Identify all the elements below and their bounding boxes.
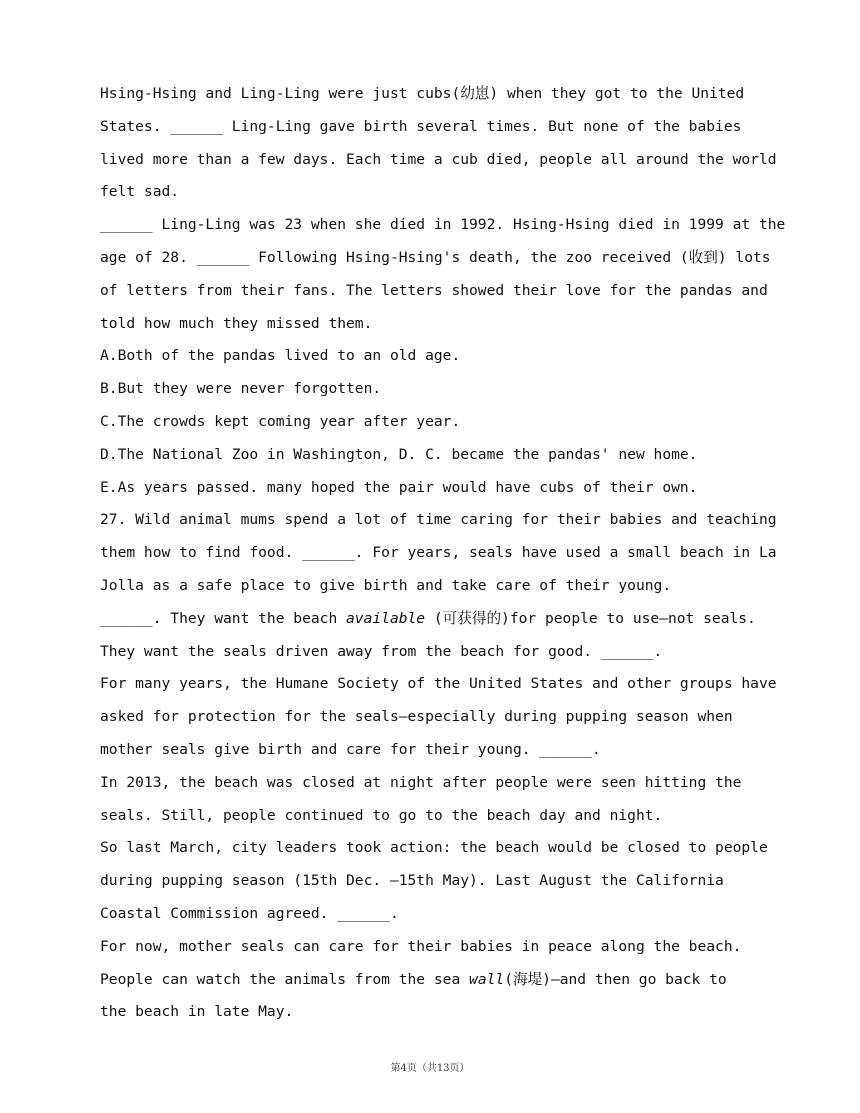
text-line: Coastal Commission agreed. ______. xyxy=(100,904,399,922)
text-line: They want the seals driven away from the beach for good. ______. xyxy=(100,642,663,660)
text-line: So last March, city leaders took action: the beach would be closed to people xyxy=(100,839,768,857)
text-line: For many years, the Humane Society of the United States and other groups have xyxy=(100,675,777,693)
text-line: States. ______ Ling-Ling gave birth several times. But none of the babies xyxy=(100,117,742,135)
text-line: seals. Still, people continued to go to the beach day and night. xyxy=(100,806,663,824)
text-line: In 2013, the beach was closed at night after people were seen hitting the xyxy=(100,773,742,791)
text-line: Jolla as a safe place to give birth and take care of their young. xyxy=(100,576,672,594)
text-line: ______ Ling-Ling was 23 when she died in 1992. Hsing-Hsing died in 1999 at the xyxy=(100,216,786,234)
text-line: them how to find food. ______. For years, seals have used a small beach in La xyxy=(100,544,777,562)
text-line: told how much they missed them. xyxy=(100,314,373,332)
option-c: C.The crowds kept coming year after year. xyxy=(100,412,461,430)
text-line: mother seals give birth and care for their young. ______. xyxy=(100,740,601,758)
text-segment: (可获得的)for people to use—not seals. xyxy=(425,609,756,627)
text-line-wall xyxy=(100,964,780,997)
question-27-line: 27. Wild animal mums spend a lot of time caring for their babies and teaching xyxy=(100,511,777,529)
text-line: Hsing-Hsing and Ling-Ling were just cubs(幼崽) when they got to the United xyxy=(100,85,745,102)
text-line: felt sad. xyxy=(100,183,180,201)
option-b: B.But they were never forgotten. xyxy=(100,380,382,398)
text-line: For now, mother seals can care for their babies in peace along the beach. xyxy=(100,937,742,955)
text-line: age of 28. ______ Following Hsing-Hsing's death, the zoo received (收到) lots xyxy=(100,248,771,266)
italic-word: available xyxy=(346,609,426,627)
text-line: during pupping season (15th Dec. —15th May). Last August the California xyxy=(100,872,724,890)
text-line-available xyxy=(100,603,780,636)
page-footer: 第4页（共13页） xyxy=(390,1063,470,1074)
option-a: A.Both of the pandas lived to an old age. xyxy=(100,347,461,365)
italic-word: wall xyxy=(469,970,505,988)
text-line: of letters from their fans. The letters showed their love for the pandas and xyxy=(100,281,768,299)
option-e: E.As years passed. many hoped the pair would have cubs of their own. xyxy=(100,478,698,496)
text-segment: ______. They want the beach xyxy=(100,609,347,627)
text-line: asked for protection for the seals—especially during pupping season when xyxy=(100,708,733,726)
option-d: D.The National Zoo in Washington, D. C. became the pandas' new home. xyxy=(100,445,698,463)
text-line: the beach in late May. xyxy=(100,1003,294,1021)
text-segment: (海堤)—and then go back to xyxy=(504,970,727,988)
passage-text xyxy=(100,78,786,1029)
text-segment: People can watch the animals from the sea xyxy=(100,970,470,988)
text-line: lived more than a few days. Each time a cub died, people all around the world xyxy=(100,150,777,168)
